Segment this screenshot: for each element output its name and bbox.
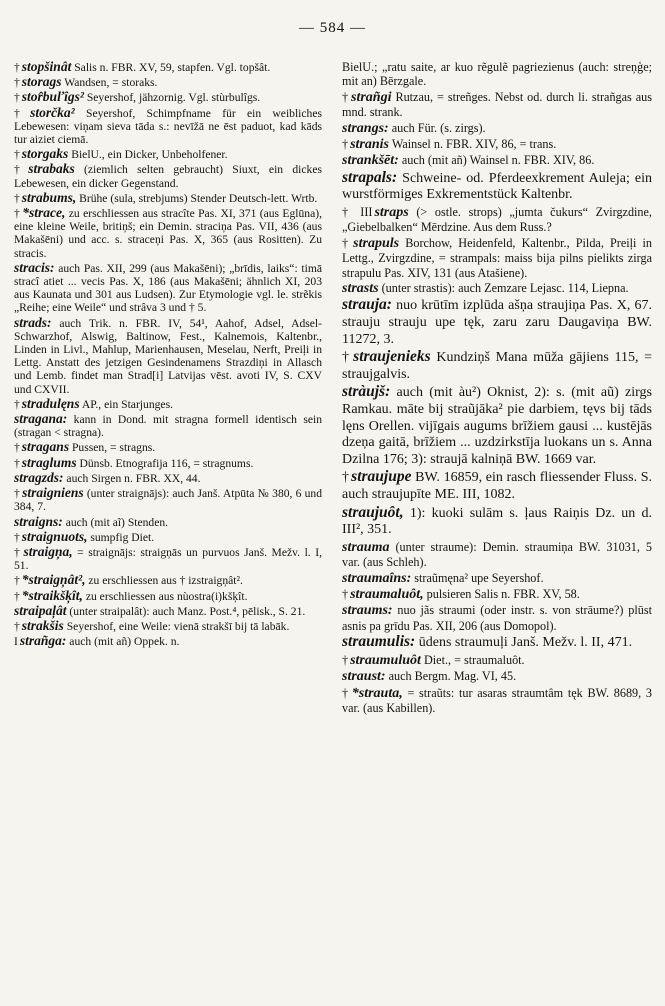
entry-text: auch Sirgen n. FBR. XX, 44. xyxy=(66,471,201,485)
entry-text: Wandsen, = storaks. xyxy=(64,76,158,90)
entry-headword: strauja: xyxy=(342,296,392,314)
entry-text: nuo krūtīm izplūda ašņa straujiņa Pas. X, 67. strauju strauju upe tęk, zaru zaru Daugaviņa BW. 11272, 3. xyxy=(342,298,652,347)
entry-text: (> ostle. strops) „jumta čukurs“ Zvirgzdine, „Giebelbalken“ Mērdzine. Aus dem Russ.? xyxy=(342,205,652,235)
entry-text: BielU., ein Dicker, Unbeholfener. xyxy=(71,148,228,162)
entry-headword: stragzds: xyxy=(14,469,64,485)
entry-headword: straujuôt, xyxy=(342,503,404,521)
entry-headword: straumaluôt, xyxy=(350,587,424,602)
entry-text: kann in Dond. mit stragna formell identisch sein (stragan < stragna). xyxy=(14,413,322,440)
dictionary-entry xyxy=(14,397,322,411)
entry-mark: † xyxy=(14,91,20,105)
entry-headword: storčka² xyxy=(30,104,75,120)
entry-headword: strapals: xyxy=(342,168,398,186)
entry-headword: stragana: xyxy=(14,411,68,427)
dictionary-entry xyxy=(342,281,652,296)
entry-mark: † xyxy=(342,652,349,667)
entry-mark: † xyxy=(14,589,20,603)
entry-headword: *strace, xyxy=(22,205,66,221)
entry-mark: † xyxy=(14,207,21,221)
entry-text: = straũts: tur asaras straumtâm tęk BW. 8689, 3 var. (aus Kabillen). xyxy=(342,685,652,716)
entry-mark: † III xyxy=(342,205,373,220)
entry-headword: straums: xyxy=(342,603,393,619)
dictionary-entry xyxy=(14,619,322,633)
dictionary-entry xyxy=(14,147,322,161)
entry-headword: straumulis: xyxy=(342,633,416,651)
entry-mark: † xyxy=(342,685,350,700)
entry-text: (unter strastis): auch Zemzare Lejasc. 114, Liepna. xyxy=(381,281,629,296)
entry-text: Brühe (sula, strebjums) Stender Deutsch-lett. Wrtb. xyxy=(79,191,318,205)
dictionary-entry xyxy=(14,573,322,587)
dictionary-entry xyxy=(14,471,322,485)
dictionary-entry xyxy=(342,686,652,716)
dictionary-entry xyxy=(14,412,322,439)
entry-headword: strakšis xyxy=(21,617,64,633)
entry-mark: † xyxy=(14,530,20,544)
entry-headword: straipaļât xyxy=(14,602,67,618)
entry-text: BW. 16859, ein rasch fliessender Fluss. S. auch straujupīte ME. III, 1082. xyxy=(342,470,652,502)
dictionary-entry xyxy=(342,587,652,602)
entry-text: straũmęna² upe Seyershof. xyxy=(414,570,544,585)
entry-mark: † xyxy=(14,397,20,411)
entry-headword: straujenieks xyxy=(353,348,431,366)
dictionary-entry xyxy=(14,634,322,648)
dictionary-entry xyxy=(342,90,652,120)
entry-headword: storags xyxy=(21,74,62,90)
entry-mark: † xyxy=(14,61,20,74)
entry-text: zu erschliessen aus nùostra(i)kšķît. xyxy=(85,589,248,603)
left-column xyxy=(14,60,322,1000)
entry-text: auch (mit aĩ) Stenden. xyxy=(65,515,169,529)
dictionary-entry xyxy=(14,316,322,396)
entry-mark: † xyxy=(14,574,20,588)
entry-headword: stopšinât xyxy=(21,60,72,74)
entry-text: auch (mit añ) Oppek. n. xyxy=(69,635,180,649)
entry-text: Salis n. FBR. XV, 59, stapfen. Vgl. topšât. xyxy=(74,61,271,74)
dictionary-entry xyxy=(342,205,652,235)
entry-text: Seyershof, Schimpfname für ein weibliches Lebewesen: viņam sieva tāda s.: nevīžā ne ēst paduot, kad kāds tur aiziet ciemā. xyxy=(14,106,322,147)
entry-headword: strabums, xyxy=(21,189,77,205)
dictionary-entry xyxy=(14,530,322,544)
entry-headword: *strauta, xyxy=(351,685,403,701)
entry-headword: stranis xyxy=(350,137,390,153)
entry-mark: † xyxy=(14,487,21,501)
entry-text: BielU.; „ratu saite, ar kuo rẽgulẽ pagriezienus (auch: streņģe; mit an) Bērzgale. xyxy=(342,60,652,89)
entry-headword: straumaîns: xyxy=(342,570,412,586)
entry-headword: strankšēt: xyxy=(342,153,399,169)
dictionary-entry xyxy=(342,349,652,383)
entry-headword: *straigņât², xyxy=(21,572,86,588)
entry-headword: storgaks xyxy=(21,146,69,162)
entry-headword: straigns: xyxy=(14,513,63,529)
entry-headword: stor̂buľîgs² xyxy=(21,89,84,105)
dictionary-entry xyxy=(14,456,322,470)
entry-text: Rutzau, = streñges. Nebst od. durch li. strañgas aus mnd. strank. xyxy=(342,89,652,120)
entry-text: nuo jãs straumi (oder instr. s. von strāume?) plūst asnis pa grīdu Pas. XII, 206 (aus Domopol). xyxy=(342,603,652,633)
dictionary-entry xyxy=(342,236,652,280)
entry-headword: stracis: xyxy=(14,259,55,275)
dictionary-entry xyxy=(342,297,652,348)
entry-mark: † xyxy=(14,545,22,559)
entry-mark: † xyxy=(14,76,20,90)
entry-text: AP., ein Starjunges. xyxy=(81,397,173,411)
entry-headword: strauma xyxy=(342,539,390,555)
entry-headword: straust: xyxy=(342,669,386,685)
entry-mark: † xyxy=(342,89,350,104)
dictionary-entry xyxy=(14,515,322,529)
entry-mark: † xyxy=(342,235,352,250)
entry-text: auch Bergm. Mag. VI, 45. xyxy=(388,669,517,684)
entry-headword: straps xyxy=(374,205,409,221)
dictionary-entry xyxy=(342,634,652,652)
entry-headword: stragans xyxy=(21,439,70,455)
entry-text: auch (mit àu²) Oknist, 2): s. (mit aũ) zirgs Ramkau. māte bij straũjāka² pie darbiem, tęvs bij tāds lęns Orellen. vijīgais augums brīžiem gausi ... kustējās dzeņa gaitā, brīžiem ... uzdzirkstīja luokans un s. Anna Dzilna 176; 3): straujā kalniņā BW. 1669 var. xyxy=(342,385,652,467)
dictionary-entry xyxy=(342,571,652,586)
entry-text: Borchow, Heidenfeld, Kaltenbr., Pilda, Preiļi in Lettg., Zvirgzdine, = strampals: maiss bija pilns pielikts zirga strapulu Pas. XIV, 131 (aus Atašiene). xyxy=(342,235,652,280)
dictionary-entry xyxy=(14,589,322,603)
dictionary-entry xyxy=(342,669,652,684)
page-number: — 584 — xyxy=(299,20,366,36)
entry-text: (unter straume): Demin. straumiņa BW. 31031, 5 var. (aus Schleh). xyxy=(342,539,652,570)
entry-text: pulsieren Salis n. FBR. XV, 58. xyxy=(426,587,580,601)
dictionary-entry xyxy=(342,170,652,204)
entry-text: Diet., = straumaluôt. xyxy=(423,652,525,667)
dictionary-entry xyxy=(342,469,652,503)
entry-mark: † xyxy=(14,163,27,177)
entry-text: 1): kuoki sulām s. ļaus Raiņis Dz. un d. III², 351. xyxy=(342,505,652,538)
dictionary-entry xyxy=(14,60,322,74)
entry-text: (ziemlich selten gebraucht) Siuxt, ein dickes Lebewesen, ein dicker Gegenstand. xyxy=(14,163,322,190)
dictionary-entry xyxy=(14,90,322,104)
dictionary-entry xyxy=(342,384,652,468)
entry-headword: *straikšķît, xyxy=(21,587,83,603)
dictionary-entry xyxy=(14,261,322,315)
entry-headword: straigņa, xyxy=(23,543,73,559)
entry-headword: strañgi xyxy=(351,89,392,105)
entry-headword: stràujš: xyxy=(342,383,391,401)
entry-mark: † xyxy=(342,587,349,601)
entry-mark: † xyxy=(14,191,20,205)
entry-text: sumpfig Diet. xyxy=(90,530,155,544)
entry-text: auch Für. (s. zirgs). xyxy=(391,120,486,135)
entry-text: = straignājs: straigņās un purvuos Janš. Mežv. l. I, 51. xyxy=(14,545,322,573)
entry-headword: straignuots, xyxy=(21,528,88,544)
entry-text: (unter straipalât): auch Manz. Post.⁴, pēlisk., S. 21. xyxy=(69,604,306,618)
dictionary-entry xyxy=(342,60,652,89)
entry-headword: strabaks xyxy=(28,161,75,177)
dictionary-entry xyxy=(14,191,322,205)
entry-headword: strads: xyxy=(14,314,52,330)
dictionary-entry xyxy=(14,162,322,189)
entry-mark: † xyxy=(14,441,20,455)
entry-text: auch (mit añ) Wainsel n. FBR. XIV, 86. xyxy=(401,153,595,168)
entry-text: auch Trik. n. FBR. IV, 54¹, Aahof, Adsel, Adsel-Schwarzhof, Alswig, Baltinow, Fest., Kalnemois, Kaltenbr., Linden in Livl., Mahlup, Marienhausen, Meselau, Nerft, Preiļi in Lettg. Anstatt des jetzigen Gesindenamens Strazdiņi in Allasch und Lemb. findet man Strad[i] Latvijas vēst. avoti IV, S. CXV und CXVII. xyxy=(14,316,322,396)
entry-mark: † xyxy=(14,456,20,470)
entry-headword: strapuls xyxy=(353,235,400,251)
entry-headword: straigniens xyxy=(22,485,84,501)
right-column xyxy=(342,60,652,1000)
entry-mark: † xyxy=(14,106,29,120)
entry-mark: † xyxy=(342,137,349,152)
entry-headword: strangs: xyxy=(342,120,389,136)
dictionary-entry xyxy=(14,75,322,89)
entry-text: auch Pas. XII, 299 (aus Makašēni); „brīdis, laiks“: timā stracî atiet ... vecis Pas. X, 186 (aus Makašēni; ähnlich XI, 203 aus Kaunata und 301 aus Ludsen). Zur Etymologie vgl. le. strẽkis „Reihe; eine Weile“ und strâva 3 und † 5. xyxy=(14,261,322,315)
dictionary-entry xyxy=(14,206,322,260)
entry-text: ūdens straumuļi Janš. Mežv. l. II, 471. xyxy=(418,635,633,651)
dictionary-entry xyxy=(14,545,322,572)
dictionary-entry xyxy=(14,604,322,618)
entry-mark: I xyxy=(14,635,18,649)
entry-text: Seyershof, jähzornig. Vgl. stùrbulîgs. xyxy=(86,91,261,105)
dictionary-entry xyxy=(14,106,322,147)
dictionary-entry xyxy=(342,121,652,136)
entry-text: Pussen, = stragns. xyxy=(71,441,156,455)
dictionary-entry xyxy=(342,137,652,152)
entry-mark: † xyxy=(14,148,20,162)
entry-mark: † xyxy=(342,350,352,366)
dictionary-entry xyxy=(342,540,652,570)
dictionary-entry xyxy=(14,440,322,454)
entry-headword: straglums xyxy=(21,454,77,470)
entry-headword: strañga: xyxy=(19,633,67,649)
entry-text: Dünsb. Etnografija 116, = stragnums. xyxy=(79,456,254,470)
entry-headword: straumuluôt xyxy=(350,652,421,668)
entry-headword: strasts xyxy=(342,281,379,297)
entry-headword: stradulęns xyxy=(21,395,80,411)
entry-mark: † xyxy=(14,619,20,633)
dictionary-entry xyxy=(14,486,322,513)
entry-headword: straujupe xyxy=(351,468,412,486)
entry-mark: † xyxy=(342,470,350,486)
entry-text: (unter straignājs): auch Janš. Atpūta № 380, 6 und 384, 7. xyxy=(14,487,322,514)
entry-text: Seyershof, eine Weile: vienā strakšī bij tā labāk. xyxy=(66,619,290,633)
entry-text: zu erschliessen aus stracîte Pas. XI, 371 (aus Eglūna), eine kleine Weile, britiņš; ein Demin. straciņa Pas. VII, 436 (aus Makašēni) und acc. s. straceņi Pas. X, 365 (aus Rositten). Zu stracis. xyxy=(14,207,322,260)
dictionary-entry xyxy=(342,153,652,168)
dictionary-entry xyxy=(342,603,652,633)
entry-text: zu erschliessen aus † izstraigņât². xyxy=(88,574,243,588)
entry-text: Wainsel n. FBR. XIV, 86, = trans. xyxy=(391,137,557,152)
entry-text: Schweine- od. Pferdeexkrement Auleja; ein wurstförmiges Exkrementstück Kaltenbr. xyxy=(342,170,652,203)
dictionary-entry xyxy=(342,653,652,668)
dictionary-entry xyxy=(342,505,652,539)
entry-text: Kundziņš Mana mūža gājiens 115, = straujgalvis. xyxy=(342,350,652,382)
